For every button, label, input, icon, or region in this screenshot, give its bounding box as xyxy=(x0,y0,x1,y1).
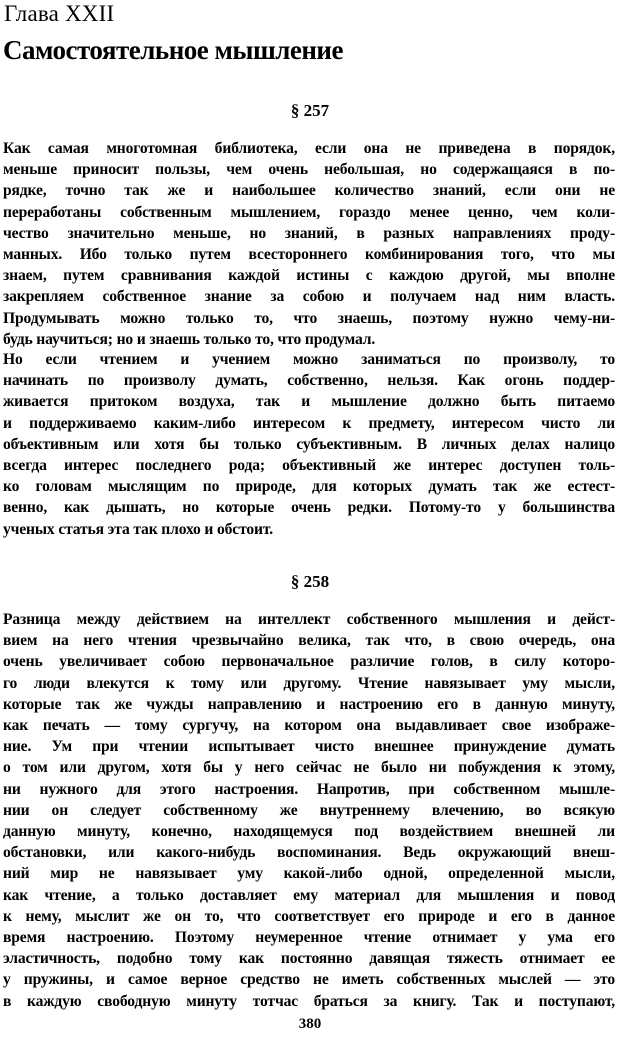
text-line: Но если чтением и учением можно заниматься по произволу, то xyxy=(3,351,615,368)
text-line: данную минуту, конечно, находящемуся под воздействием внешней ли xyxy=(3,823,615,841)
text-line: к нему, мыслит же он то, что соответствует его природе и его в данное xyxy=(3,907,615,925)
text-line: закрепляем собственное знание за собою и получаем над ним власть. xyxy=(3,288,615,306)
text-line: время настроению. Поэтому неумеренное чтение отнимает у ума его xyxy=(3,929,615,947)
section-mark-257: § 257 xyxy=(290,101,330,120)
text-line: чество значительно меньше, но знаний, в разных направлениях проду- xyxy=(3,224,615,242)
section-mark-258: § 258 xyxy=(290,572,330,591)
paragraph xyxy=(3,349,615,540)
text-line: венно, как дышать, но которые очень редки. Потому-то у большинства xyxy=(3,499,615,517)
text-line: живается притоком воздуха, так и мышление должно быть питаемо xyxy=(3,393,615,411)
page-number: 380 xyxy=(298,1016,322,1032)
text-line: ни нужного для этого настроения. Напротив, при собственном мышле- xyxy=(3,780,615,798)
text-line: Разница между действием на интеллект собственного мышления и дейст- xyxy=(3,611,615,628)
text-line: всегда интерес последнего рода; объективный же интерес доступен толь- xyxy=(3,457,615,475)
text-line: в каждую свободную минуту тотчас браться за книгу. Так и поступают, xyxy=(3,992,615,1010)
text-line: у пружины, и самое верное средство не иметь собственных мыслей — это xyxy=(3,971,615,989)
text-line: переработаны собственным мышлением, гораздо менее ценно, чем коли- xyxy=(3,203,615,221)
paragraph xyxy=(3,609,615,1012)
text-line: как чтение, а только доставляет ему материал для мышления и повод xyxy=(3,886,615,904)
text-line: объективным или хотя бы только субъективным. В личных делах налицо xyxy=(3,435,615,453)
text-line: эластичность, подобно тому как постоянно давящая тяжесть отнимает ее xyxy=(3,950,615,968)
text-line: знаем, путем сравнивания каждой истины с каждою другой, мы вполне xyxy=(3,267,615,285)
text-line: Как самая многотомная библиотека, если она не приведена в порядок, xyxy=(3,140,615,157)
chapter-title: Самостоятельное мышление xyxy=(3,35,343,65)
text-line: о том или другом, хотя бы у него сейчас не было ни побуждения к этому, xyxy=(3,759,615,777)
text-line: манных. Ибо только путем всестороннего комбинирования того, что мы xyxy=(3,246,615,264)
text-line: ние. Ум при чтении испытывает чисто внешнее принуждение думать xyxy=(3,738,615,756)
text-line: ко головам мыслящим по природе, для которых думать так же естест- xyxy=(3,478,615,496)
text-line: рядке, точно так же и наибольшее количество знаний, если они не xyxy=(3,182,615,200)
text-line: го люди влекутся к тому или другому. Чтение навязывает уму мысли, xyxy=(3,674,615,692)
text-line: будь научиться; но и знаешь только то, что продумал. xyxy=(3,330,376,348)
text-line: как печать — тому сургучу, на котором она выдавливает свое изображе- xyxy=(3,717,615,735)
text-line: ученых статья эта так плохо и обстоит. xyxy=(3,520,273,538)
text-line: которые так же чужды направлению и настроению его в данную минуту, xyxy=(3,695,615,713)
text-line: вием на него чтения чрезвычайно велика, так что, в свою очередь, она xyxy=(3,632,615,650)
chapter-label: Глава XXII xyxy=(4,1,115,26)
text-line: и поддерживаемо каким-либо интересом к предмету, интересом чисто ли xyxy=(3,414,615,432)
text-line: Продумывать можно только то, что знаешь, поэтому нужно чему-ни- xyxy=(3,309,615,327)
text-line: нии он следует собственному же внутреннему влечению, во всякую xyxy=(3,801,615,819)
text-line: начинать по произволу думать, собственно, нельзя. Как огонь поддер- xyxy=(3,372,615,390)
text-line: очень увеличивает собою первоначальное различие голов, в силу которо- xyxy=(3,653,615,671)
text-line: обстановки, или какого-нибудь воспоминания. Ведь окружающий внеш- xyxy=(3,844,615,862)
paragraph xyxy=(3,138,615,350)
text-line: ний мир не навязывает уму какой-либо одной, определенной мысли, xyxy=(3,865,615,883)
text-line: меньше приносит пользы, чем очень небольшая, но содержащаяся в по- xyxy=(3,161,615,179)
